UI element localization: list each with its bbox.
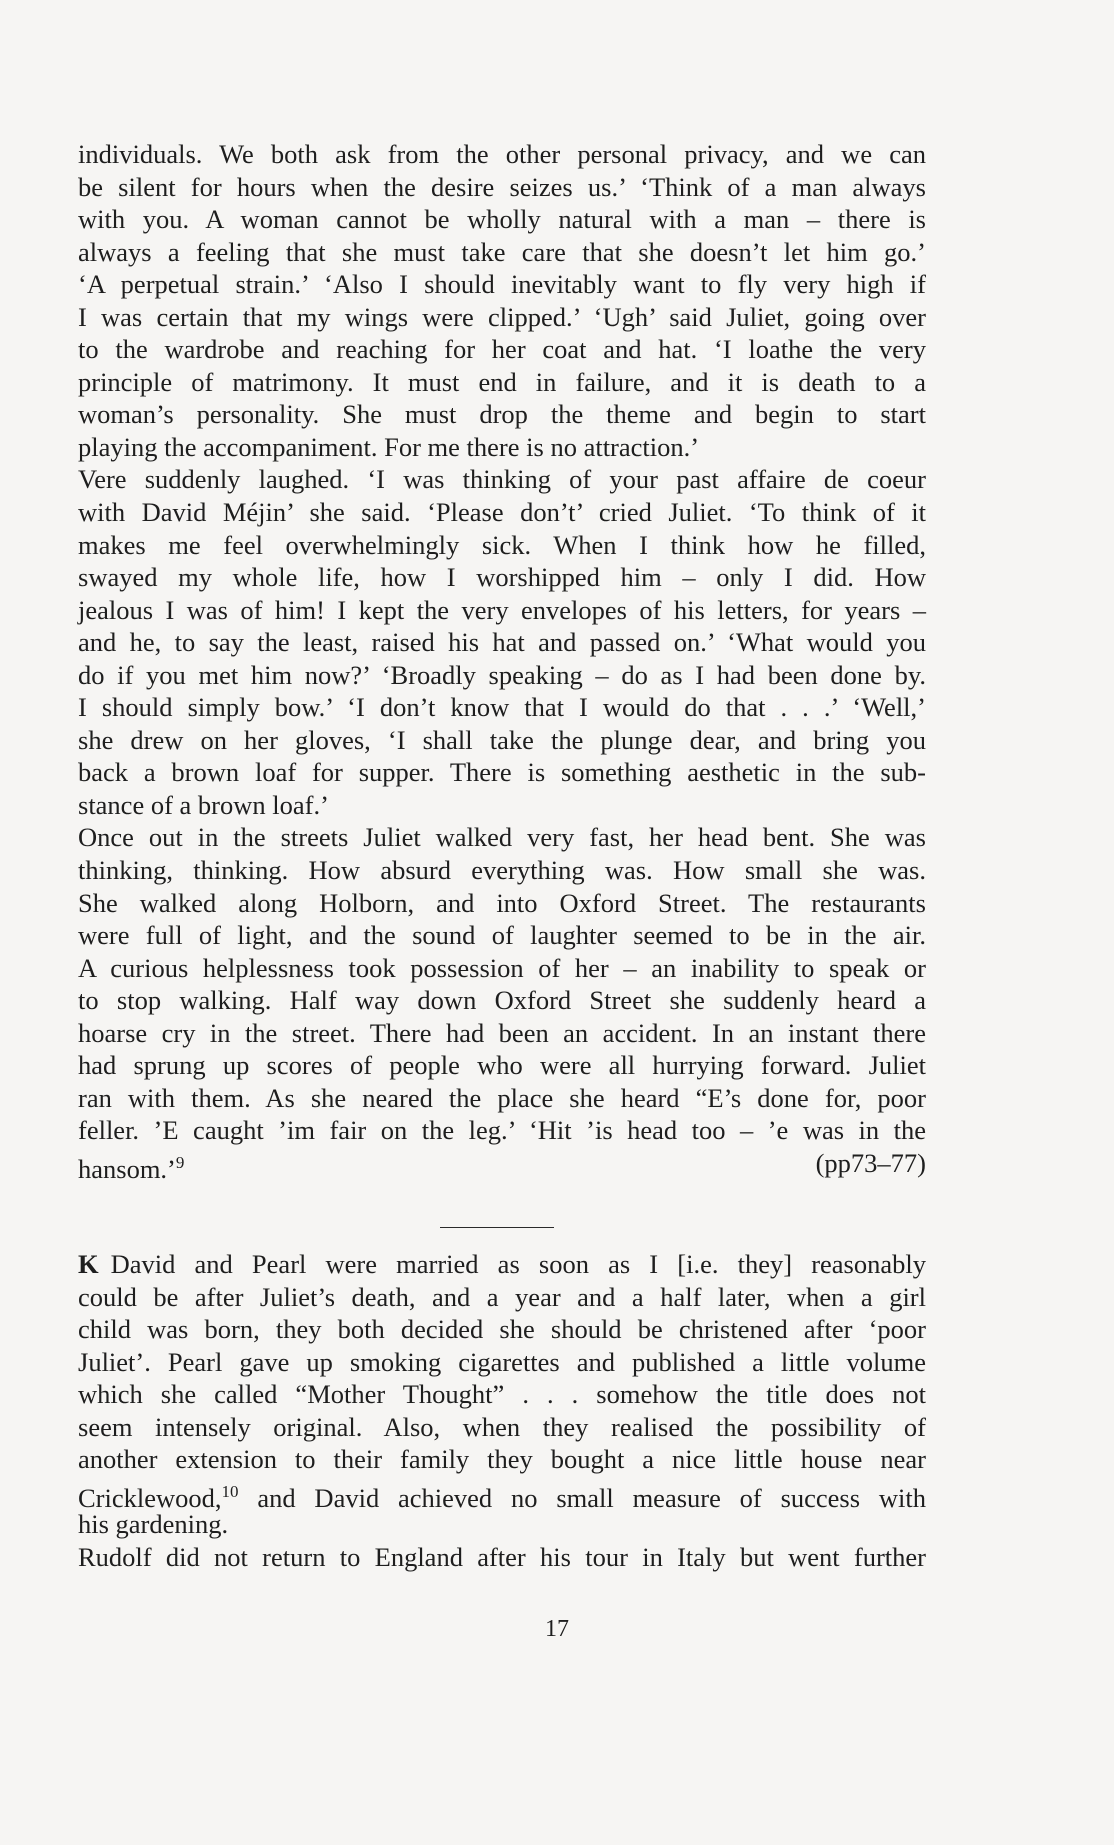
text-line: swayed my whole life, how I worshipped him – only I did. How: [78, 562, 926, 593]
text-line: to stop walking. Half way down Oxford Street she suddenly heard a: [78, 985, 926, 1016]
text-line-with-citation: [78, 1147, 926, 1184]
text-line: Once out in the streets Juliet walked very fast, her head bent. She was: [78, 822, 926, 853]
passage-section-k: [78, 1248, 926, 1573]
text-line: child was born, they both decided she should be christened after ‘poor: [78, 1314, 926, 1345]
text-line: had sprung up scores of people who were all hurrying forward. Juliet: [78, 1050, 926, 1081]
page-number: 17: [545, 1616, 569, 1642]
text-line: she drew on her gloves, ‘I shall take the plunge dear, and bring you: [78, 724, 926, 755]
text-line: stance of a brown loaf.’: [78, 789, 329, 820]
text-line-with-footnote: Cricklewood,$^{10}$ and David achieved no small measure of success with: [78, 1481, 926, 1513]
section-k-first-line: [78, 1248, 926, 1281]
text-line: jealous I was of him! I kept the very envelopes of his letters, for years –: [78, 594, 926, 625]
text-line: David and Pearl were married as soon as I [i.e. they] reasonably: [110, 1249, 926, 1279]
text-line: makes me feel overwhelmingly sick. When I think how he filled,: [78, 529, 926, 560]
text-line: She walked along Holborn, and into Oxford Street. The restaurants: [78, 887, 926, 918]
text-line: ran with them. As she neared the place she heard “E’s done for, poor: [78, 1082, 926, 1113]
text-line: with you. A woman cannot be wholly natural with a man – there is: [78, 204, 926, 235]
text-line: woman’s personality. She must drop the theme and begin to start: [78, 399, 926, 430]
page-citation: (pp73–77): [815, 1147, 926, 1178]
hansom-text: hansom.’$^9$: [78, 1152, 185, 1184]
passage-juliet: [78, 138, 926, 1184]
text-line: another extension to their family they bought a nice little house near: [78, 1444, 926, 1475]
footnote-ref-9: 9: [175, 1152, 185, 1172]
text-line: which she called “Mother Thought” . . . somehow the title does not: [78, 1379, 926, 1410]
section-marker: K: [78, 1249, 99, 1279]
text-line: principle of matrimony. It must end in failure, and it is death to a: [78, 366, 926, 397]
section-divider: [440, 1227, 554, 1228]
text-line: Rudolf did not return to England after his tour in Italy but went further: [78, 1541, 926, 1572]
text-line: back a brown loaf for supper. There is something aesthetic in the sub-: [78, 757, 926, 788]
text-line: I was certain that my wings were clipped.’ ‘Ugh’ said Juliet, going over: [78, 301, 926, 332]
text-line: always a feeling that she must take care that she doesn’t let him go.’: [78, 236, 926, 267]
text-line: be silent for hours when the desire seizes us.’ ‘Think of a man always: [78, 171, 926, 202]
text-line: playing the accompaniment. For me there is no attraction.’: [78, 431, 700, 462]
text-line: individuals. We both ask from the other personal privacy, and we can: [78, 139, 926, 169]
text-line: A curious helplessness took possession of her – an inability to speak or: [78, 952, 926, 983]
text-line: hoarse cry in the street. There had been an accident. In an instant there: [78, 1017, 926, 1048]
text-line: seem intensely original. Also, when they realised the possibility of: [78, 1411, 926, 1442]
text-line: could be after Juliet’s death, and a year and a half later, when a girl: [78, 1281, 926, 1312]
text-line: with David Méjin’ she said. ‘Please don’t’ cried Juliet. ‘To think of it: [78, 497, 926, 528]
text-line: do if you met him now?’ ‘Broadly speaking – do as I had been done by.: [78, 659, 926, 690]
footnote-ref-10: 10: [221, 1481, 239, 1501]
text-line: thinking, thinking. How absurd everything was. How small she was.: [78, 855, 926, 886]
text-line: ‘A perpetual strain.’ ‘Also I should inevitably want to fly very high if: [78, 269, 926, 300]
text-line: were full of light, and the sound of laughter seemed to be in the air.: [78, 920, 926, 951]
text-line: his gardening.: [78, 1509, 229, 1540]
text-line: Juliet’. Pearl gave up smoking cigarettes and published a little volume: [78, 1346, 926, 1377]
text-line: I should simply bow.’ ‘I don’t know that I would do that . . .’ ‘Well,’: [78, 692, 926, 723]
text-line: feller. ’E caught ’im fair on the leg.’ ‘Hit ’is head too – ’e was in the: [78, 1115, 926, 1146]
text-line: and he, to say the least, raised his hat and passed on.’ ‘What would you: [78, 627, 926, 658]
text-line: to the wardrobe and reaching for her coat and hat. ‘I loathe the very: [78, 334, 926, 365]
text-line: Vere suddenly laughed. ‘I was thinking of your past affaire de coeur: [78, 464, 926, 495]
